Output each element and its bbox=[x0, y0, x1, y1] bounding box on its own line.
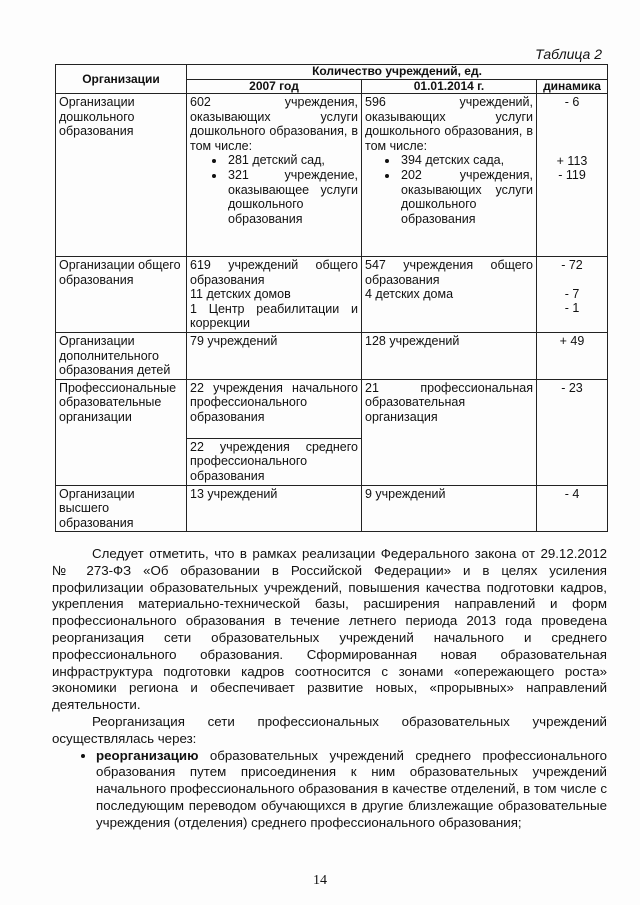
row-2014-cell: 21 профессиональная образовательная организация bbox=[362, 379, 537, 485]
list-item: • 321 учреждение, оказывающее услуги дошкольного образования bbox=[226, 168, 358, 226]
row-2007-cell-a: 22 учреждения начального профессионального образования bbox=[187, 379, 362, 438]
table-row bbox=[56, 485, 608, 532]
bold-term: реорганизацию bbox=[96, 747, 199, 763]
header-organizations: Организации bbox=[56, 65, 187, 94]
table-row bbox=[56, 257, 608, 333]
dynamics-value: - 119 bbox=[558, 168, 586, 183]
page-number: 14 bbox=[313, 873, 327, 888]
row-2007-cell: 13 учреждений bbox=[187, 485, 362, 532]
cell-text: 4 детских дома bbox=[365, 287, 454, 302]
dynamics-value: + 113 bbox=[556, 153, 588, 168]
row-org-cell: Профессиональные образовательные организации bbox=[56, 379, 187, 485]
list-item: • 202 учреждения, оказывающих услуги дошкольного образования bbox=[399, 168, 533, 226]
dynamics-value: - 6 bbox=[564, 95, 580, 109]
dynamics-value: - 72 bbox=[561, 258, 583, 272]
header-count: Количество учреждений, ед. bbox=[187, 65, 608, 80]
row-2007-cell: 79 учреждений bbox=[187, 332, 362, 379]
table-row bbox=[56, 332, 608, 379]
header-2014: 01.01.2014 г. bbox=[362, 79, 537, 94]
row-2007-cell bbox=[187, 94, 362, 257]
row-2007-cell-b: 22 учреждения среднего профессионального образования bbox=[187, 438, 362, 485]
cell-text: 1 Центр реабилитации и коррекции bbox=[190, 301, 358, 331]
row-org-cell: Организации общего образования bbox=[56, 257, 187, 333]
row-2014-cell: 9 учреждений bbox=[362, 485, 537, 532]
row-org-cell: Организации высшего образования bbox=[56, 485, 187, 532]
paragraph: Реорганизация сети профессиональных образовательных учреждений осуществлялась через: bbox=[52, 713, 607, 746]
cell-text: 619 учреждений общего образования bbox=[190, 258, 358, 287]
table-row bbox=[56, 94, 608, 257]
cell-text: 602 учреждения, оказывающих услуги дошкольного образования, в том числе: bbox=[190, 95, 358, 153]
list-item-text: образовательных учреждений среднего профессионального образования путем присоединения к ним образовательных учреждений начального профессионального образования в качестве отделений, в том числе с последующим переводом обучающихся в другие близлежащие образовательные учреждения (отделения) среднего профессионального образования; bbox=[96, 747, 607, 830]
cell-text: 547 учреждения общего образования bbox=[365, 258, 533, 287]
list-item: • 281 детский сад, bbox=[226, 153, 358, 168]
cell-text: 11 детских домов bbox=[190, 287, 291, 302]
bullet-list bbox=[52, 748, 607, 832]
row-dynamics-cell: - 23 bbox=[537, 379, 608, 485]
header-2007: 2007 год bbox=[187, 79, 362, 94]
row-2014-cell: 128 учреждений bbox=[362, 332, 537, 379]
row-org-cell: Организации дополнительного образования детей bbox=[56, 332, 187, 379]
body-text bbox=[52, 546, 607, 832]
list-item bbox=[96, 748, 607, 832]
row-2014-cell bbox=[362, 94, 537, 257]
institutions-table bbox=[55, 64, 608, 532]
row-dynamics-cell bbox=[537, 94, 608, 257]
dynamics-value: - 7 bbox=[564, 286, 580, 301]
header-dynamics: динамика bbox=[537, 79, 608, 94]
row-dynamics-cell: - 4 bbox=[537, 485, 608, 532]
paragraph: Следует отметить, что в рамках реализации Федерального закона от 29.12.2012 № 273-ФЗ «Об образовании в Российской Федерации» и в целях усиления профилизации образовательных учреждений, повышения качества подготовки кадров, укрепления материально-технической базы, расширения направлений и форм профессионального образования в течение летнего периода 2013 года проведена реорганизация сети образовательных учреждений начального и среднего профессионального образования. Сформированная новая образовательная инфраструктура подготовки кадров соотносится с зонами «опережающего роста» экономики региона и обеспечивает развитие новых, «прорывных» направлений деятельности. bbox=[52, 546, 607, 713]
row-2014-cell bbox=[362, 257, 537, 333]
row-dynamics-cell bbox=[537, 257, 608, 333]
table-header-row bbox=[56, 65, 608, 80]
row-dynamics-cell: + 49 bbox=[537, 332, 608, 379]
dynamics-value: - 1 bbox=[564, 301, 580, 316]
cell-text: 596 учреждений, оказывающих услуги дошкольного образования, в том числе: bbox=[365, 95, 533, 153]
row-2007-cell bbox=[187, 257, 362, 333]
row-org-cell: Организации дошкольного образования bbox=[56, 94, 187, 257]
table-caption: Таблица 2 bbox=[535, 46, 602, 62]
table-row bbox=[56, 379, 608, 438]
list-item: • 394 детских сада, bbox=[399, 153, 533, 168]
